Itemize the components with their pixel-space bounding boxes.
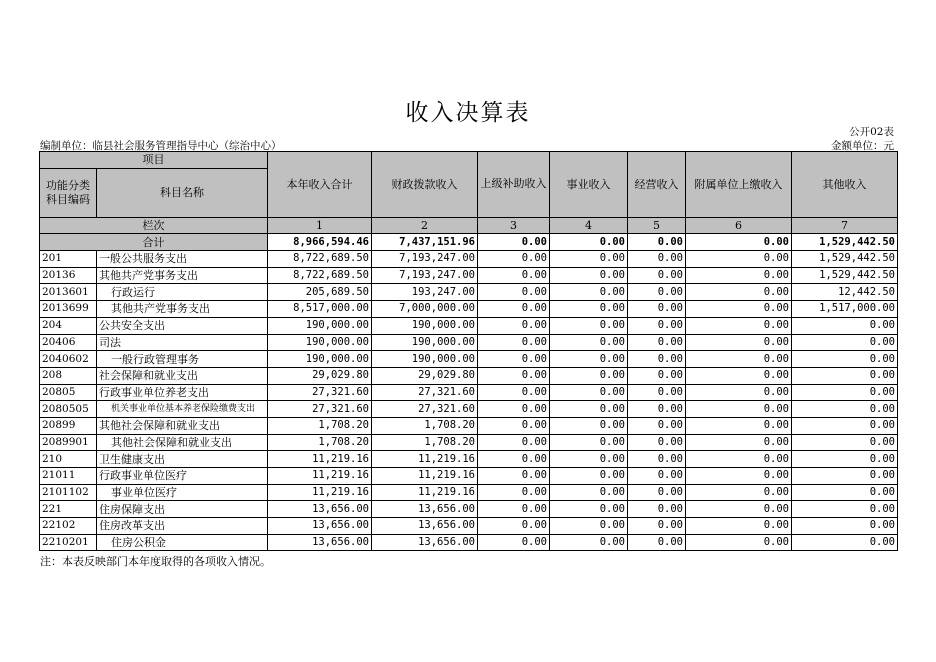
row-value: 0.00: [792, 367, 898, 384]
row-code: 221: [40, 501, 97, 518]
row-value: 0.00: [478, 301, 550, 318]
amount-unit: 金额单位：元: [831, 140, 894, 152]
total-value: 0.00: [628, 234, 686, 251]
total-value: 1,529,442.50: [792, 234, 898, 251]
table-row: [40, 401, 898, 418]
header-total-income: 本年收入合计: [268, 152, 372, 218]
row-value: 29,029.80: [268, 367, 372, 384]
row-value: 0.00: [792, 417, 898, 434]
row-value: 0.00: [792, 317, 898, 334]
row-code: 2040602: [40, 351, 97, 368]
col-number: 3: [478, 217, 550, 234]
row-value: 0.00: [628, 267, 686, 284]
row-name: 住房保障支出: [97, 501, 268, 518]
header-other-income: 其他收入: [792, 152, 898, 218]
table-row: [40, 367, 898, 384]
row-value: 0.00: [686, 434, 792, 451]
row-value: 0.00: [550, 367, 628, 384]
col-number: 5: [628, 217, 686, 234]
row-value: 1,517,000.00: [792, 301, 898, 318]
col-number: 6: [686, 217, 792, 234]
row-value: 190,000.00: [372, 351, 478, 368]
row-value: 190,000.00: [268, 334, 372, 351]
row-value: 0.00: [686, 351, 792, 368]
row-code: 20136: [40, 267, 97, 284]
row-value: 0.00: [792, 334, 898, 351]
row-value: 1,708.20: [372, 434, 478, 451]
row-code: 20406: [40, 334, 97, 351]
table-row: [40, 284, 898, 301]
row-value: 11,219.16: [268, 468, 372, 485]
row-value: 0.00: [628, 468, 686, 485]
row-value: 0.00: [550, 317, 628, 334]
row-value: 0.00: [550, 401, 628, 418]
row-value: 12,442.50: [792, 284, 898, 301]
row-value: 0.00: [478, 417, 550, 434]
row-value: 1,708.20: [268, 434, 372, 451]
row-value: 27,321.60: [268, 384, 372, 401]
row-code: 2101102: [40, 484, 97, 501]
header-superior-subsidy: 上级补助收入: [478, 152, 550, 218]
row-value: 0.00: [686, 251, 792, 268]
row-value: 13,656.00: [372, 501, 478, 518]
row-name: 行政事业单位养老支出: [97, 384, 268, 401]
row-value: 0.00: [478, 434, 550, 451]
row-value: 0.00: [478, 251, 550, 268]
row-name: 司法: [97, 334, 268, 351]
row-value: 0.00: [478, 267, 550, 284]
total-value: 0.00: [550, 234, 628, 251]
row-value: 0.00: [550, 351, 628, 368]
row-value: 0.00: [478, 384, 550, 401]
row-value: 0.00: [550, 501, 628, 518]
row-value: 0.00: [686, 534, 792, 551]
row-name: 行政事业单位医疗: [97, 468, 268, 485]
table-row: [40, 334, 898, 351]
row-value: 8,517,000.00: [268, 301, 372, 318]
row-value: 190,000.00: [268, 351, 372, 368]
row-value: 29,029.80: [372, 367, 478, 384]
table-row: [40, 317, 898, 334]
row-value: 0.00: [628, 417, 686, 434]
row-value: 0.00: [686, 284, 792, 301]
table-row: [40, 518, 898, 535]
row-value: 0.00: [792, 451, 898, 468]
row-value: 8,722,689.50: [268, 267, 372, 284]
row-value: 0.00: [550, 468, 628, 485]
row-value: 0.00: [628, 401, 686, 418]
header-row-index: 栏次: [40, 217, 268, 234]
table-row: [40, 484, 898, 501]
row-value: 0.00: [686, 468, 792, 485]
form-number: 公开02表: [849, 126, 894, 138]
row-value: 0.00: [478, 518, 550, 535]
row-value: 0.00: [628, 434, 686, 451]
row-value: 13,656.00: [268, 534, 372, 551]
row-value: 0.00: [686, 501, 792, 518]
row-value: 0.00: [628, 367, 686, 384]
row-code: 2210201: [40, 534, 97, 551]
row-value: 1,529,442.50: [792, 251, 898, 268]
row-name: 机关事业单位基本养老保险缴费支出: [97, 401, 268, 418]
row-name: 社会保障和就业支出: [97, 367, 268, 384]
row-name: 住房公积金: [97, 534, 268, 551]
row-value: 7,000,000.00: [372, 301, 478, 318]
row-value: 8,722,689.50: [268, 251, 372, 268]
row-code: 20805: [40, 384, 97, 401]
row-value: 0.00: [550, 518, 628, 535]
row-value: 0.00: [478, 501, 550, 518]
row-name: 事业单位医疗: [97, 484, 268, 501]
row-value: 0.00: [792, 484, 898, 501]
row-code: 2080505: [40, 401, 97, 418]
header-business-income: 事业收入: [550, 152, 628, 218]
row-value: 190,000.00: [268, 317, 372, 334]
row-code: 204: [40, 317, 97, 334]
row-value: 0.00: [686, 334, 792, 351]
row-code: 2013699: [40, 301, 97, 318]
row-value: 0.00: [628, 451, 686, 468]
table-row: [40, 434, 898, 451]
row-value: 11,219.16: [372, 451, 478, 468]
row-name: 其他社会保障和就业支出: [97, 434, 268, 451]
row-name: 其他共产党事务支出: [97, 267, 268, 284]
row-value: 0.00: [792, 468, 898, 485]
footnote: 注：本表反映部门本年度取得的各项收入情况。: [40, 555, 271, 568]
row-value: 0.00: [550, 267, 628, 284]
header-item: 项目: [40, 152, 268, 169]
row-value: 1,708.20: [268, 417, 372, 434]
income-table: [39, 151, 898, 551]
row-name: 一般公共服务支出: [97, 251, 268, 268]
row-value: 0.00: [628, 501, 686, 518]
col-number: 4: [550, 217, 628, 234]
row-code: 201: [40, 251, 97, 268]
col-number: 2: [372, 217, 478, 234]
row-value: 0.00: [686, 317, 792, 334]
row-value: 0.00: [792, 434, 898, 451]
row-value: 0.00: [550, 334, 628, 351]
row-value: 0.00: [628, 484, 686, 501]
row-value: 0.00: [792, 534, 898, 551]
page-title: 收入决算表: [405, 100, 531, 126]
row-name: 其他社会保障和就业支出: [97, 417, 268, 434]
row-value: 0.00: [686, 367, 792, 384]
row-value: 0.00: [478, 401, 550, 418]
row-value: 0.00: [478, 451, 550, 468]
row-value: 0.00: [628, 284, 686, 301]
row-value: 0.00: [478, 468, 550, 485]
row-value: 11,219.16: [372, 468, 478, 485]
row-value: 27,321.60: [268, 401, 372, 418]
row-value: 0.00: [686, 401, 792, 418]
row-value: 0.00: [550, 484, 628, 501]
row-value: 0.00: [792, 384, 898, 401]
row-name: 一般行政管理事务: [97, 351, 268, 368]
row-value: 0.00: [628, 534, 686, 551]
total-value: 8,966,594.46: [268, 234, 372, 251]
row-value: 0.00: [550, 251, 628, 268]
table-row: [40, 251, 898, 268]
header-affiliated-income: 附属单位上缴收入: [686, 152, 792, 218]
row-code: 20899: [40, 417, 97, 434]
row-name: 公共安全支出: [97, 317, 268, 334]
row-name: 住房改革支出: [97, 518, 268, 535]
table-row: [40, 351, 898, 368]
row-value: 0.00: [478, 351, 550, 368]
row-value: 13,656.00: [372, 534, 478, 551]
row-value: 1,708.20: [372, 417, 478, 434]
row-value: 1,529,442.50: [792, 267, 898, 284]
row-value: 0.00: [478, 334, 550, 351]
row-value: 0.00: [792, 501, 898, 518]
header-name: 科目名称: [97, 168, 268, 217]
table-row: [40, 301, 898, 318]
total-value: 0.00: [478, 234, 550, 251]
row-value: 0.00: [686, 451, 792, 468]
col-number: 1: [268, 217, 372, 234]
total-row: [40, 234, 898, 251]
table-row: [40, 267, 898, 284]
row-value: 205,689.50: [268, 284, 372, 301]
table-row: [40, 384, 898, 401]
row-value: 13,656.00: [372, 518, 478, 535]
row-value: 0.00: [686, 518, 792, 535]
table-row: [40, 501, 898, 518]
row-code: 208: [40, 367, 97, 384]
row-value: 13,656.00: [268, 501, 372, 518]
row-value: 0.00: [792, 518, 898, 535]
row-value: 0.00: [628, 317, 686, 334]
row-value: 11,219.16: [268, 484, 372, 501]
header-code: 功能分类科目编码: [40, 168, 97, 217]
row-code: 22102: [40, 518, 97, 535]
table-row: [40, 451, 898, 468]
total-label: 合计: [40, 234, 268, 251]
row-value: 0.00: [628, 384, 686, 401]
total-value: 0.00: [686, 234, 792, 251]
row-value: 0.00: [686, 417, 792, 434]
row-value: 0.00: [550, 301, 628, 318]
row-code: 2013601: [40, 284, 97, 301]
row-value: 190,000.00: [372, 334, 478, 351]
row-value: 0.00: [550, 417, 628, 434]
row-value: 0.00: [686, 267, 792, 284]
row-name: 卫生健康支出: [97, 451, 268, 468]
row-value: 0.00: [628, 518, 686, 535]
row-code: 21011: [40, 468, 97, 485]
row-value: 0.00: [550, 384, 628, 401]
row-code: 210: [40, 451, 97, 468]
col-number: 7: [792, 217, 898, 234]
row-value: 11,219.16: [268, 451, 372, 468]
row-code: 2089901: [40, 434, 97, 451]
row-value: 0.00: [628, 351, 686, 368]
row-value: 0.00: [628, 334, 686, 351]
row-value: 0.00: [686, 384, 792, 401]
row-value: 0.00: [550, 434, 628, 451]
row-value: 13,656.00: [268, 518, 372, 535]
row-value: 0.00: [792, 351, 898, 368]
row-value: 11,219.16: [372, 484, 478, 501]
total-value: 7,437,151.96: [372, 234, 478, 251]
row-value: 27,321.60: [372, 384, 478, 401]
table-row: [40, 417, 898, 434]
row-value: 0.00: [478, 367, 550, 384]
row-name: 其他共产党事务支出: [97, 301, 268, 318]
row-value: 0.00: [792, 401, 898, 418]
row-value: 0.00: [478, 284, 550, 301]
table-row: [40, 534, 898, 551]
row-value: 0.00: [628, 251, 686, 268]
row-value: 0.00: [550, 284, 628, 301]
compiling-unit: 编制单位：临县社会服务管理指导中心（综治中心）: [40, 140, 282, 152]
row-value: 0.00: [478, 484, 550, 501]
row-value: 27,321.60: [372, 401, 478, 418]
row-value: 0.00: [628, 301, 686, 318]
header-operating-income: 经营收入: [628, 152, 686, 218]
header-fiscal-income: 财政拨款收入: [372, 152, 478, 218]
row-name: 行政运行: [97, 284, 268, 301]
row-value: 0.00: [686, 301, 792, 318]
table-row: [40, 468, 898, 485]
row-value: 7,193,247.00: [372, 267, 478, 284]
row-value: 0.00: [686, 484, 792, 501]
row-value: 0.00: [478, 534, 550, 551]
row-value: 0.00: [550, 451, 628, 468]
row-value: 190,000.00: [372, 317, 478, 334]
row-value: 0.00: [550, 534, 628, 551]
row-value: 193,247.00: [372, 284, 478, 301]
row-value: 0.00: [478, 317, 550, 334]
row-value: 7,193,247.00: [372, 251, 478, 268]
